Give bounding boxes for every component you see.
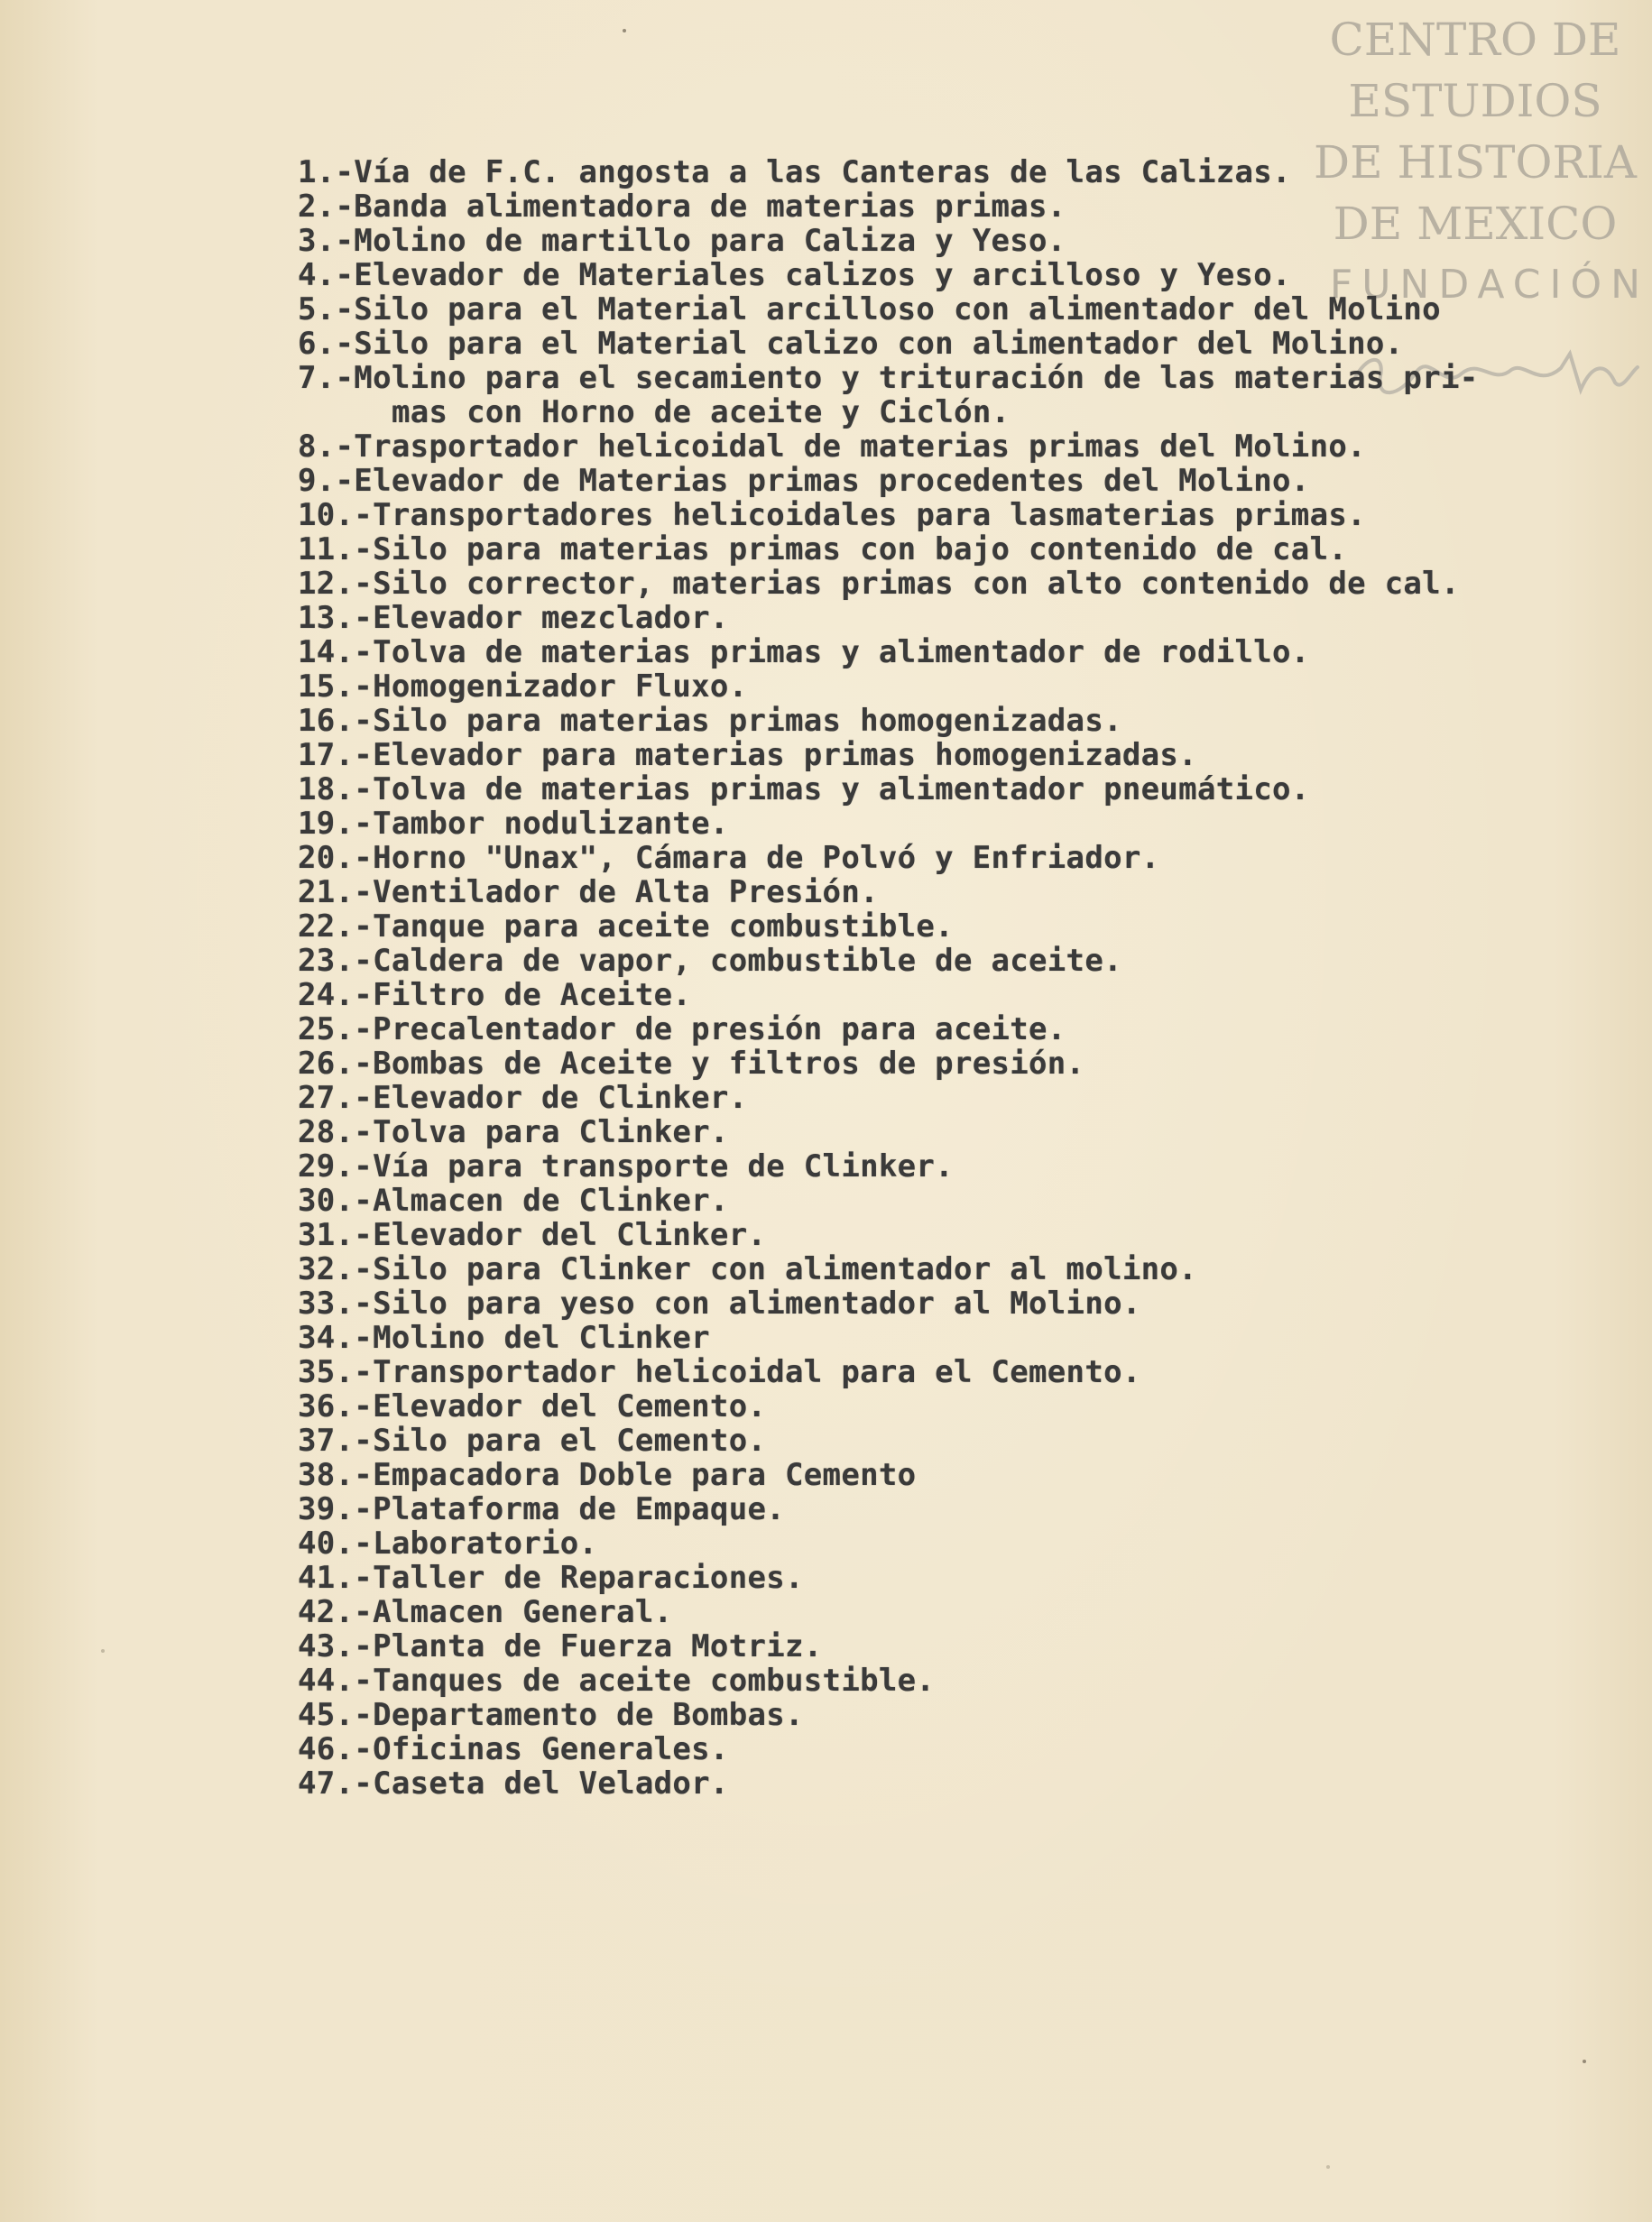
list-item: 5.-Silo para el Material arcilloso con alimentador del Molino: [298, 291, 1441, 327]
list-item: 45.-Departamento de Bombas.: [298, 1697, 804, 1733]
list-item: 35.-Transportador helicoidal para el Cemento.: [298, 1354, 1141, 1390]
list-item: 24.-Filtro de Aceite.: [298, 977, 692, 1013]
list-item: 16.-Silo para materias primas homogenizadas.: [298, 703, 1122, 739]
ink-speck: [623, 29, 626, 32]
list-item: 43.-Planta de Fuerza Motriz.: [298, 1628, 823, 1664]
list-item: 13.-Elevador mezclador.: [298, 600, 729, 636]
list-item: 20.-Horno "Unax", Cámara de Polvó y Enfriador.: [298, 840, 1160, 876]
list-item: 19.-Tambor nodulizante.: [298, 806, 729, 842]
list-item: 30.-Almacen de Clinker.: [298, 1183, 729, 1219]
list-item: 2.-Banda alimentadora de materias primas.: [298, 189, 1066, 225]
ink-speck: [101, 1649, 105, 1653]
watermark-line: ESTUDIOS: [1348, 75, 1602, 127]
list-item: 17.-Elevador para materias primas homogenizadas.: [298, 737, 1197, 773]
list-item: 11.-Silo para materias primas con bajo contenido de cal.: [298, 531, 1348, 567]
watermark-fundacion: FUNDACIÓN: [1329, 262, 1649, 308]
list-item: 4.-Elevador de Materiales calizos y arcilloso y Yeso.: [298, 257, 1291, 293]
list-item: 22.-Tanque para aceite combustible.: [298, 908, 954, 945]
watermark-line: CENTRO DE: [1329, 14, 1621, 66]
list-item: 37.-Silo para el Cemento.: [298, 1423, 767, 1459]
list-item: 15.-Homogenizador Fluxo.: [298, 668, 748, 705]
list-item: 26.-Bombas de Aceite y filtros de presión.: [298, 1046, 1085, 1082]
watermark-line: DE HISTORIA: [1314, 136, 1637, 189]
list-item: 21.-Ventilador de Alta Presión.: [298, 874, 879, 910]
watermark-line: DE MEXICO: [1333, 198, 1618, 250]
list-item: 31.-Elevador del Clinker.: [298, 1217, 767, 1253]
list-item: 32.-Silo para Clinker con alimentador al molino.: [298, 1251, 1197, 1287]
list-item: 47.-Caseta del Velador.: [298, 1766, 729, 1802]
list-item: 44.-Tanques de aceite combustible.: [298, 1663, 936, 1699]
list-item: 7.-Molino para el secamiento y trituración de las materias pri-: [298, 360, 1479, 396]
list-item: 9.-Elevador de Materias primas procedentes del Molino.: [298, 463, 1310, 499]
list-item: 40.-Laboratorio.: [298, 1526, 598, 1562]
list-item-continuation: mas con Horno de aceite y Ciclón.: [392, 394, 1011, 430]
ink-speck: [1326, 2165, 1330, 2169]
list-item: 42.-Almacen General.: [298, 1594, 673, 1630]
list-item: 39.-Plataforma de Empaque.: [298, 1491, 786, 1527]
list-item: 27.-Elevador de Clinker.: [298, 1080, 748, 1116]
list-item: 46.-Oficinas Generales.: [298, 1731, 729, 1767]
list-item: 33.-Silo para yeso con alimentador al Molino.: [298, 1286, 1141, 1322]
list-item: 23.-Caldera de vapor, combustible de aceite.: [298, 943, 1122, 979]
list-item: 12.-Silo corrector, materias primas con alto contenido de cal.: [298, 566, 1460, 602]
list-item: 29.-Vía para transporte de Clinker.: [298, 1148, 954, 1185]
list-item: 1.-Vía de F.C. angosta a las Canteras de las Calizas.: [298, 154, 1291, 190]
list-item: 10.-Transportadores helicoidales para lasmaterias primas.: [298, 497, 1366, 533]
list-item: 6.-Silo para el Material calizo con alimentador del Molino.: [298, 326, 1404, 362]
list-item: 38.-Empacadora Doble para Cemento: [298, 1457, 917, 1493]
list-item: 8.-Trasportador helicoidal de materias primas del Molino.: [298, 429, 1366, 465]
list-item: 14.-Tolva de materias primas y alimentador de rodillo.: [298, 634, 1310, 670]
ink-speck: [1583, 2060, 1586, 2063]
list-item: 28.-Tolva para Clinker.: [298, 1114, 729, 1150]
list-item: 25.-Precalentador de presión para aceite.: [298, 1011, 1066, 1047]
list-item: 41.-Taller de Reparaciones.: [298, 1560, 804, 1596]
list-item: 3.-Molino de martillo para Caliza y Yeso.: [298, 223, 1066, 259]
equipment-list: [298, 155, 1561, 1801]
list-item: 18.-Tolva de materias primas y alimentador pneumático.: [298, 771, 1310, 807]
list-item: 34.-Molino del Clinker: [298, 1320, 710, 1356]
list-item: 36.-Elevador del Cemento.: [298, 1388, 767, 1424]
